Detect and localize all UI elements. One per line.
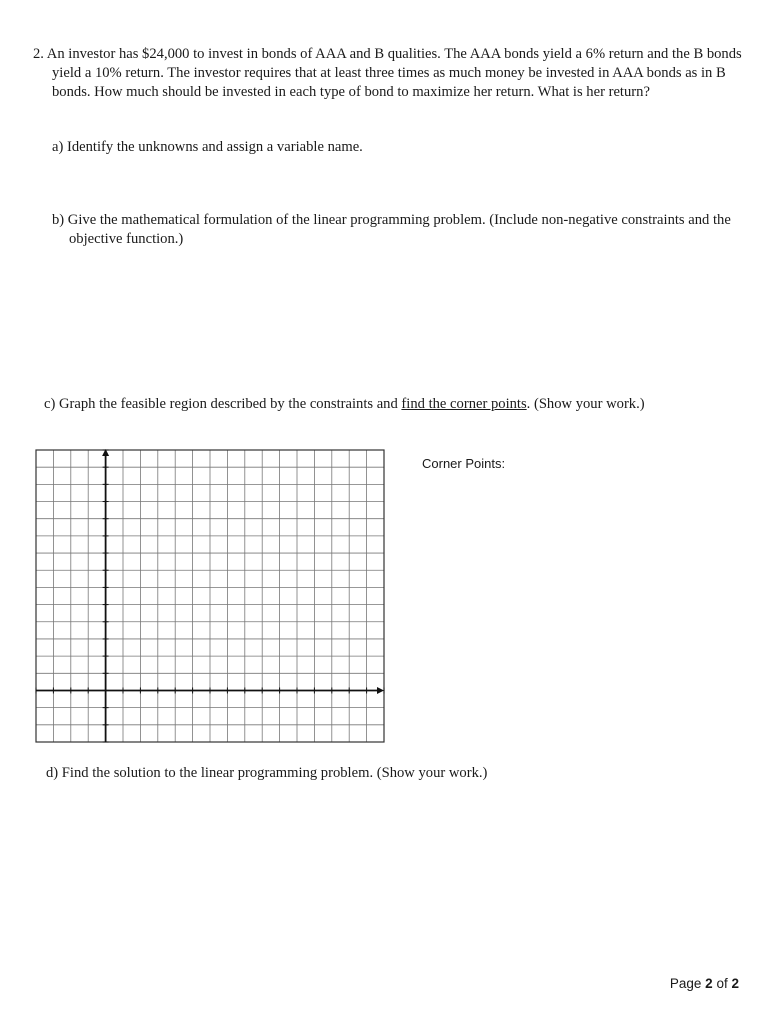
part-c-underlined: find the corner points [401,396,527,412]
problem-text: An investor has $24,000 to invest in bonds of AAA and B qualities. The AAA bonds yield a 6% return and the B bonds yield a 10% return. The investor requires that at least three times as much money be invested in AAA bonds as in B bonds. How much should be invested in each type of bond to maximize her return. What is her return? [46,46,742,100]
graph-paper[interactable] [35,449,385,743]
of-word: of [716,976,728,991]
part-a-prompt: a) Identify the unknowns and assign a variable name. [52,139,363,155]
total-pages: 2 [731,976,739,991]
x-axis-arrow-icon [377,687,384,694]
coordinate-grid[interactable] [35,449,385,743]
part-b-prompt: b) Give the mathematical formulation of the linear programming problem. (Include non-negative constraints and the objective function.) [52,212,731,247]
problem-number: 2. [33,46,44,62]
page-footer [670,976,739,991]
problem-statement [33,45,752,102]
part-c-prompt [44,395,645,414]
part-c-text: c) Graph the feasible region described by the constraints and [44,396,402,412]
corner-points-label: Corner Points: [422,456,506,471]
current-page: 2 [705,976,713,991]
part-d-prompt: d) Find the solution to the linear programming problem. (Show your work.) [46,765,488,781]
page-word: Page [669,976,702,991]
part-c-tail: . (Show your work.) [526,396,645,412]
